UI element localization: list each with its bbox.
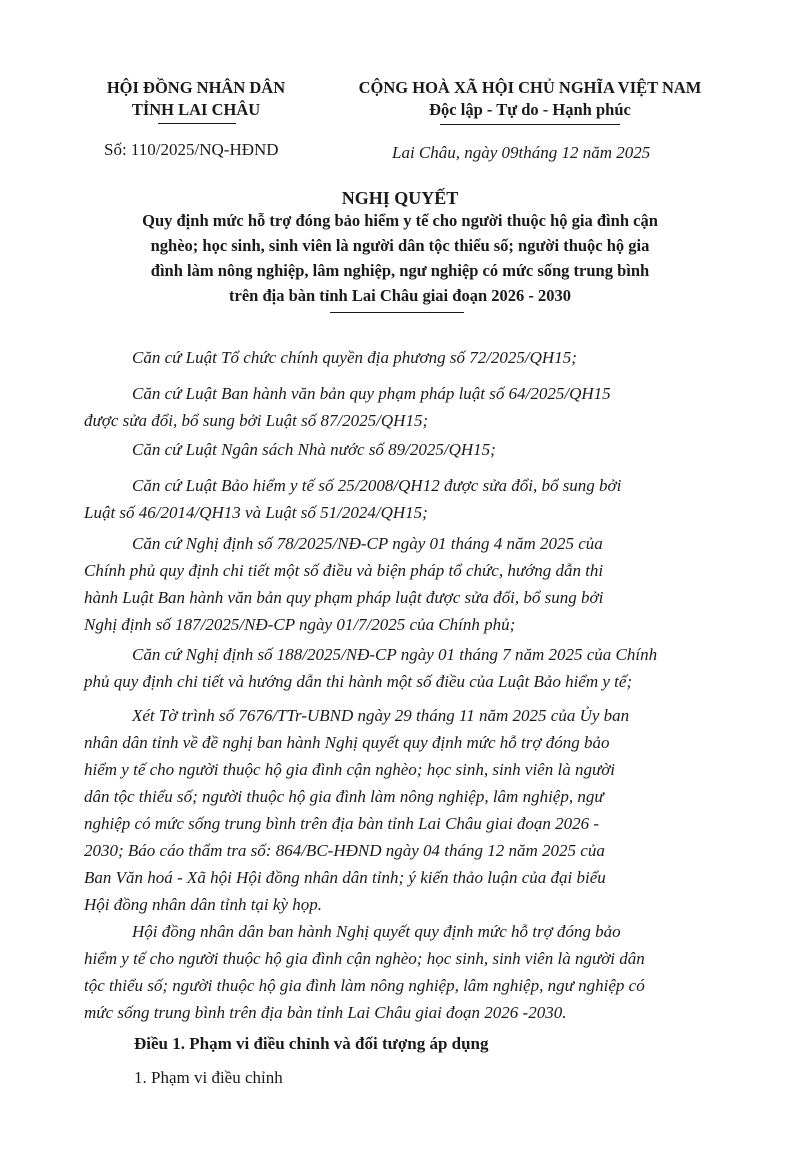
preamble-consideration: Xét Tờ trình số 7676/TTr-UBND ngày 29 tháng 11 năm 2025 của Ủy ban nhân dân tỉnh về đề nghị ban hành Nghị quyết quy định mức hỗ trợ đóng bảo hiểm y tế cho người thuộc hộ gia đình cận nghèo; học sinh, sinh viên là người dân tộc thiểu số; người thuộc hộ gia đình làm nông nghiệp, lâm nghiệp, ngư nghiệp có mức sống trung bình trên địa bàn tỉnh Lai Châu giai đoạn 2026 - 2030; Báo cáo thẩm tra số: 864/BC-HĐND ngày 04 tháng 12 năm 2025 của Ban Văn hoá - Xã hội Hội đồng nhân dân tỉnh; ý kiến thảo luận của đại biểu Hội đồng nhân dân tỉnh tại kỳ họp. — [84, 706, 630, 914]
motto-underline — [440, 124, 620, 125]
article-1-item-1: 1. Phạm vi điều chỉnh — [134, 1068, 283, 1087]
preamble-basis-5: Căn cứ Nghị định số 78/2025/NĐ-CP ngày 01 tháng 4 năm 2025 của Chính phủ quy định chi tiết một số điều và biện pháp tổ chức, hướng dẫn thi hành Luật Ban hành văn bản quy phạm pháp luật được sửa đổi, bổ sung bởi Nghị định số 187/2025/NĐ-CP ngày 01/7/2025 của Chính phủ; — [84, 534, 604, 634]
preamble-resolution: Hội đồng nhân dân ban hành Nghị quyết quy định mức hỗ trợ đóng bảo hiểm y tế cho người thuộc hộ gia đình cận nghèo; học sinh, sinh viên là người dân tộc thiểu số; người thuộc hộ gia đình làm nông nghiệp, lâm nghiệp, ngư nghiệp có mức sống trung bình trên địa bàn tỉnh Lai Châu giai đoạn 2026 -2030. — [84, 922, 645, 1022]
subtitle-line-4: trên địa bàn tỉnh Lai Châu giai đoạn 2026 - 2030 — [229, 286, 571, 305]
national-title: CỘNG HOÀ XÃ HỘI CHỦ NGHĨA VIỆT NAM — [358, 78, 702, 97]
preamble-basis-2: Căn cứ Luật Ban hành văn bản quy phạm pháp luật số 64/2025/QH15 được sửa đổi, bổ sung bởi Luật số 87/2025/QH15; — [84, 384, 611, 430]
preamble-basis-1: Căn cứ Luật Tổ chức chính quyền địa phương số 72/2025/QH15; — [132, 348, 577, 367]
issuer-underline — [158, 123, 236, 124]
issuer-name: HỘI ĐỒNG NHÂN DÂN — [106, 78, 286, 97]
preamble-basis-6: Căn cứ Nghị định số 188/2025/NĐ-CP ngày 01 tháng 7 năm 2025 của Chính phủ quy định chi tiết và hướng dẫn thi hành một số điều của Luật Bảo hiểm y tế; — [84, 645, 658, 691]
document-title: NGHỊ QUYẾT — [341, 188, 459, 208]
article-1-heading: Điều 1. Phạm vi điều chỉnh và đối tượng áp dụng — [134, 1034, 489, 1053]
preamble-basis-4: Căn cứ Luật Bảo hiểm y tế số 25/2008/QH12 được sửa đổi, bổ sung bởi Luật số 46/2014/QH13 và Luật số 51/2024/QH15; — [84, 476, 622, 522]
subtitle-line-2: nghèo; học sinh, sinh viên là người dân tộc thiểu số; người thuộc hộ gia — [150, 236, 650, 255]
place-date: Lai Châu, ngày 09tháng 12 năm 2025 — [392, 143, 651, 162]
document-number: Số: 110/2025/NQ-HĐND — [104, 140, 279, 159]
issuer-province: TỈNH LAI CHÂU — [131, 100, 261, 119]
preamble-basis-3: Căn cứ Luật Ngân sách Nhà nước số 89/2025/QH15; — [132, 440, 496, 459]
subtitle-line-3: đình làm nông nghiệp, lâm nghiệp, ngư nghiệp có mức sống trung bình — [150, 261, 650, 280]
title-underline — [330, 312, 464, 313]
national-motto: Độc lập - Tự do - Hạnh phúc — [429, 100, 631, 119]
subtitle-line-1: Quy định mức hỗ trợ đóng bảo hiểm y tế cho người thuộc hộ gia đình cận — [142, 211, 658, 230]
